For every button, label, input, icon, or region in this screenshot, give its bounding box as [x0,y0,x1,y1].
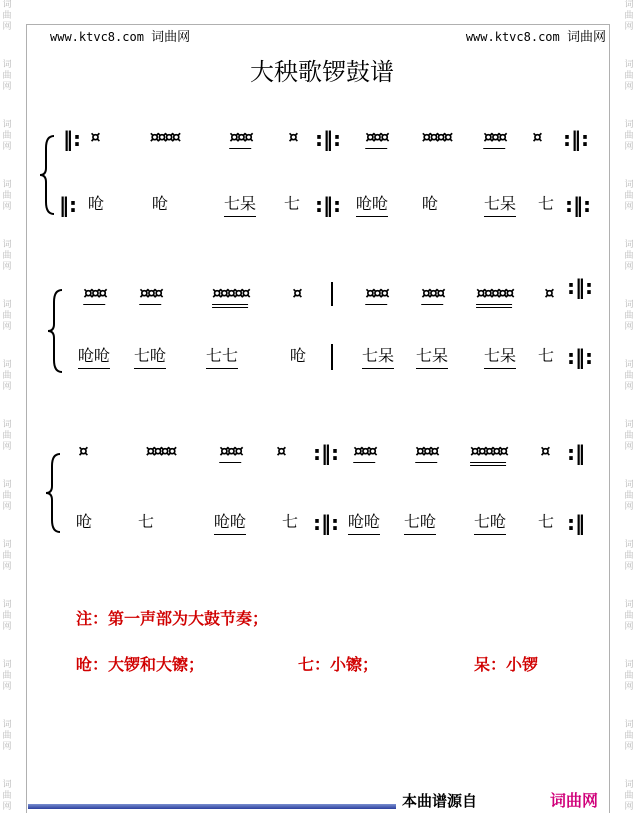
gong-syllable: 七呆 [362,346,394,369]
system-3-bottom-row [0,512,636,542]
side-watermark-text: 词 曲 网 [2,420,12,452]
side-watermark-text: 词 曲 网 [624,240,634,272]
gong-syllable: 七呆 [416,346,448,369]
gong-syllable: 七呆 [224,194,256,217]
header-url[interactable]: www.ktvc8.com [465,30,560,44]
side-watermark-text: 词 曲 网 [624,720,634,752]
cymbal-mark: ¤¤¤¤ [145,441,175,460]
gong-syllable: 七呆 [484,346,516,369]
gong-syllable: 七呆 [484,194,516,217]
gong-syllable: 七呛 [134,346,166,369]
cymbal-mark: ¤ [276,441,284,460]
side-watermark-text: 词 曲 网 [624,0,634,32]
header-url[interactable]: www.ktvc8.com [50,30,144,44]
side-watermark-text: 词 曲 网 [624,60,634,92]
side-watermark-text: 词 曲 网 [624,660,634,692]
gong-syllable: 七呛 [474,512,506,535]
side-watermark-text: 词 曲 网 [2,480,12,512]
legend-item-qi: 七：小镲； [298,655,379,674]
side-watermark-text: 词 曲 网 [624,180,634,212]
side-watermark-text: 词 曲 网 [624,300,634,332]
cymbal-mark: ¤ [90,127,98,146]
barline [331,344,333,370]
system-2-bottom-row [0,346,636,376]
cymbal-mark: ¤¤¤ [415,442,437,463]
header-site-name: 词曲网 [151,30,191,45]
side-watermark-text: 词 曲 网 [2,540,12,572]
gong-syllable: 呛呛 [356,194,388,217]
repeat-barline: :‖: [313,441,339,465]
gong-syllable: 呛呛 [214,512,246,535]
gong-syllable: 呛 [87,194,105,213]
cymbal-mark: ¤¤¤¤¤ [470,442,506,466]
repeat-barline: :‖: [315,127,341,151]
cymbal-mark: ¤ [544,283,552,302]
repeat-barline: :‖: [567,345,593,369]
system-1-bottom-row [0,194,636,224]
gong-syllable: 七 [281,512,299,531]
repeat-start-barline: ‖: [63,127,81,151]
footer-bar [28,804,396,809]
cymbal-mark: ¤¤¤¤ [421,127,451,146]
end-repeat-barline: :‖ [567,441,585,465]
cymbal-mark: ¤¤¤¤¤ [476,284,512,308]
gong-syllable: 呛 [75,512,93,531]
system-1-top-row [0,128,636,158]
header-left [50,26,190,45]
gong-syllable: 七 [537,346,555,365]
gong-syllable: 呛呛 [78,346,110,369]
side-watermark-text: 词 曲 网 [624,420,634,452]
side-watermark-text: 词 曲 网 [2,120,12,152]
legend-item-qiang: 呛：大锣和大镲； [76,655,205,674]
cymbal-mark: ¤¤¤ [421,284,443,305]
repeat-barline: :‖: [565,193,591,217]
footer-logo[interactable]: 词曲网 [550,791,599,810]
gong-syllable: 七七 [206,346,238,369]
cymbal-mark: ¤¤¤ [365,284,387,305]
gong-syllable: 呛呛 [348,512,380,535]
header-site-name: 词曲网 [566,30,606,45]
cymbal-mark: ¤¤¤ [139,284,161,305]
cymbal-mark: ¤¤¤ [365,128,387,149]
side-watermark-text: 词 曲 网 [624,780,634,812]
cymbal-mark: ¤ [532,127,540,146]
cymbal-mark: ¤ [292,283,300,302]
side-watermark-text: 词 曲 网 [624,600,634,632]
repeat-barline: :‖: [567,275,593,299]
side-watermark-text: 词 曲 网 [2,240,12,272]
cymbal-mark: ¤¤¤¤¤ [212,284,248,308]
gong-syllable: 七 [537,194,555,213]
cymbal-mark: ¤¤¤ [229,128,251,149]
cymbal-mark: ¤ [540,441,548,460]
side-watermark-text: 词 曲 网 [624,480,634,512]
gong-syllable: 七 [137,512,155,531]
repeat-barline: :‖: [563,127,589,151]
cymbal-mark: ¤¤¤¤ [149,127,179,146]
side-watermark-text: 词 曲 网 [624,120,634,152]
side-watermark-text: 词 曲 网 [2,780,12,812]
side-watermark-left [0,0,14,836]
side-watermark-right [622,0,636,836]
cymbal-mark: ¤ [288,127,296,146]
repeat-barline: :‖: [313,511,339,535]
side-watermark-text: 词 曲 网 [624,540,634,572]
cymbal-mark: ¤¤¤ [353,442,375,463]
system-2-top-row [0,275,636,314]
side-watermark-text: 词 曲 网 [2,300,12,332]
gong-syllable: 呛 [289,346,307,365]
barline [331,282,333,306]
side-watermark-text: 词 曲 网 [2,600,12,632]
gong-syllable: 七呛 [404,512,436,535]
legend-item-dai: 呆：小锣 [474,655,539,674]
side-watermark-text: 词 曲 网 [624,360,634,392]
system-3-top-row [0,442,636,472]
repeat-start-barline: ‖: [59,193,77,217]
cymbal-mark: ¤¤¤ [219,442,241,463]
side-watermark-text: 词 曲 网 [2,660,12,692]
side-watermark-text: 词 曲 网 [2,0,12,32]
cymbal-mark: ¤¤¤ [483,128,505,149]
header-right [466,26,606,45]
repeat-barline: :‖: [315,193,341,217]
gong-syllable: 呛 [421,194,439,213]
end-repeat-barline: :‖ [567,511,585,535]
side-watermark-text: 词 曲 网 [2,360,12,392]
side-watermark-text: 词 曲 网 [2,720,12,752]
gong-syllable: 七 [283,194,301,213]
gong-syllable: 呛 [151,194,169,213]
note-line: 注：第一声部为大鼓节奏； [76,609,269,628]
footer-source-text: 本曲谱源自 [402,792,478,810]
side-watermark-text: 词 曲 网 [2,60,12,92]
side-watermark-text: 词 曲 网 [2,180,12,212]
cymbal-mark: ¤ [78,441,86,460]
cymbal-mark: ¤¤¤ [83,284,105,305]
gong-syllable: 七 [537,512,555,531]
score-title: 大秧歌锣鼓谱 [250,58,394,86]
